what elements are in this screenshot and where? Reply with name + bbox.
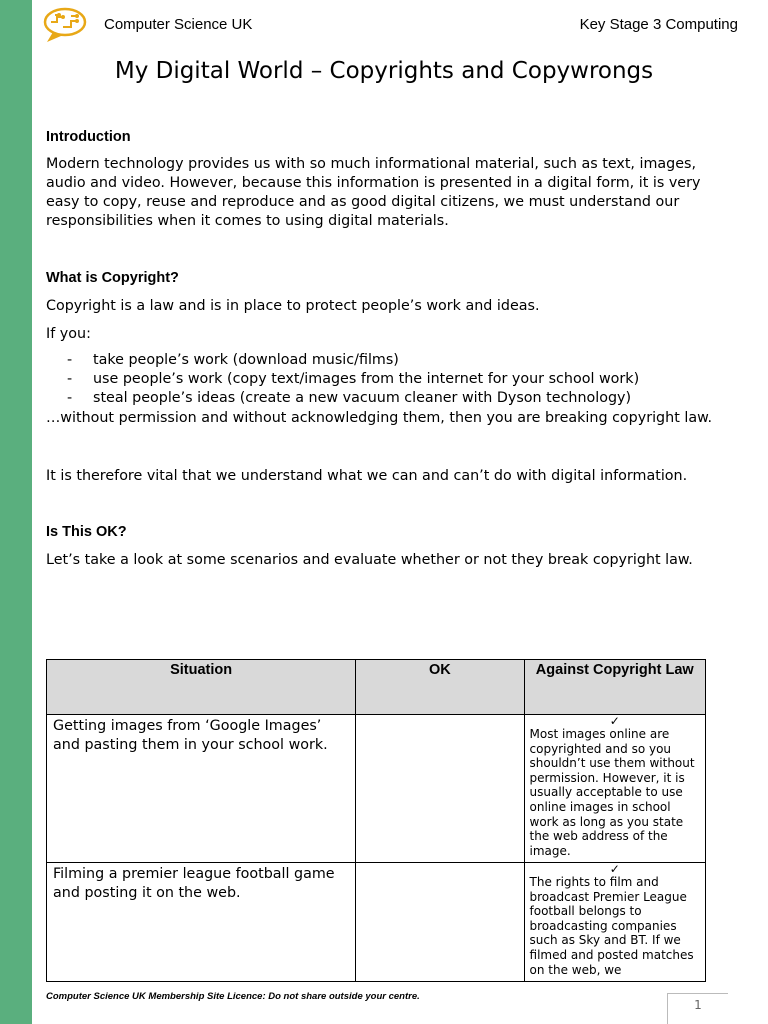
against-text: The rights to film and broadcast Premier League football belongs to broadcasting companies such as Sky and BT. If we filmed and posted matches on the web, we xyxy=(529,875,694,977)
situation-cell: Filming a premier league football game and posting it on the web. xyxy=(47,863,356,982)
page-title: My Digital World – Copyrights and Copywrongs xyxy=(114,58,654,84)
list-item: - steal people’s ideas (create a new vacuum cleaner with Dyson technology) xyxy=(46,389,726,408)
situation-cell: Getting images from ‘Google Images’ and pasting them in your school work. xyxy=(47,715,356,863)
against-cell xyxy=(524,863,705,982)
list-item: - use people’s work (copy text/images from the internet for your school work) xyxy=(46,370,726,389)
copyright-list xyxy=(46,351,726,408)
scenario-table xyxy=(46,659,706,982)
intro-body: Modern technology provides us with so much informational material, such as text, images, audio and video. However, because this information is presented in a digital form, it is very easy to copy, reuse and reproduce and as good digital citizens, we must understand our responsibilities when it comes to using digital materials. xyxy=(46,156,701,229)
ok-cell xyxy=(356,715,524,863)
copyright-p3: …without permission and without acknowledging them, then you are breaking copyright law. xyxy=(46,410,713,426)
ok-cell xyxy=(356,863,524,982)
copyright-p4: It is therefore vital that we understand what we can and can’t do with digital information. xyxy=(46,468,688,484)
table-row xyxy=(47,715,706,863)
against-text: Most images online are copyrighted and so you shouldn’t use them without permission. However, it is usually acceptable to use online images in school work as long as you state the web address of the image. xyxy=(529,727,695,858)
col-header-situation: Situation xyxy=(47,660,356,715)
copyright-p1: Copyright is a law and is in place to protect people’s work and ideas. xyxy=(46,298,540,314)
against-cell xyxy=(524,715,705,863)
table-row xyxy=(47,863,706,982)
col-header-ok: OK xyxy=(356,660,524,715)
page-number-box xyxy=(667,993,728,1024)
footer-licence: Computer Science UK Membership Site Licence: Do not share outside your centre. xyxy=(46,991,420,1002)
document-body xyxy=(46,128,726,570)
col-header-against: Against Copyright Law xyxy=(524,660,705,715)
copyright-p2: If you: xyxy=(46,326,91,342)
table-header-row xyxy=(47,660,706,715)
copyright-heading: What is Copyright? xyxy=(46,270,179,286)
isok-body: Let’s take a look at some scenarios and evaluate whether or not they break copyright law. xyxy=(46,552,693,568)
list-item: - take people’s work (download music/films) xyxy=(46,351,726,370)
isok-heading: Is This OK? xyxy=(46,524,127,540)
page-number: 1 xyxy=(694,998,702,1012)
header-org: Computer Science UK xyxy=(104,16,253,33)
header-course: Key Stage 3 Computing xyxy=(579,16,738,33)
side-color-bar xyxy=(0,0,32,1024)
check-icon: ✓ xyxy=(609,714,620,728)
brain-logo-icon xyxy=(41,6,91,46)
intro-heading: Introduction xyxy=(46,129,131,145)
check-icon: ✓ xyxy=(609,862,620,876)
